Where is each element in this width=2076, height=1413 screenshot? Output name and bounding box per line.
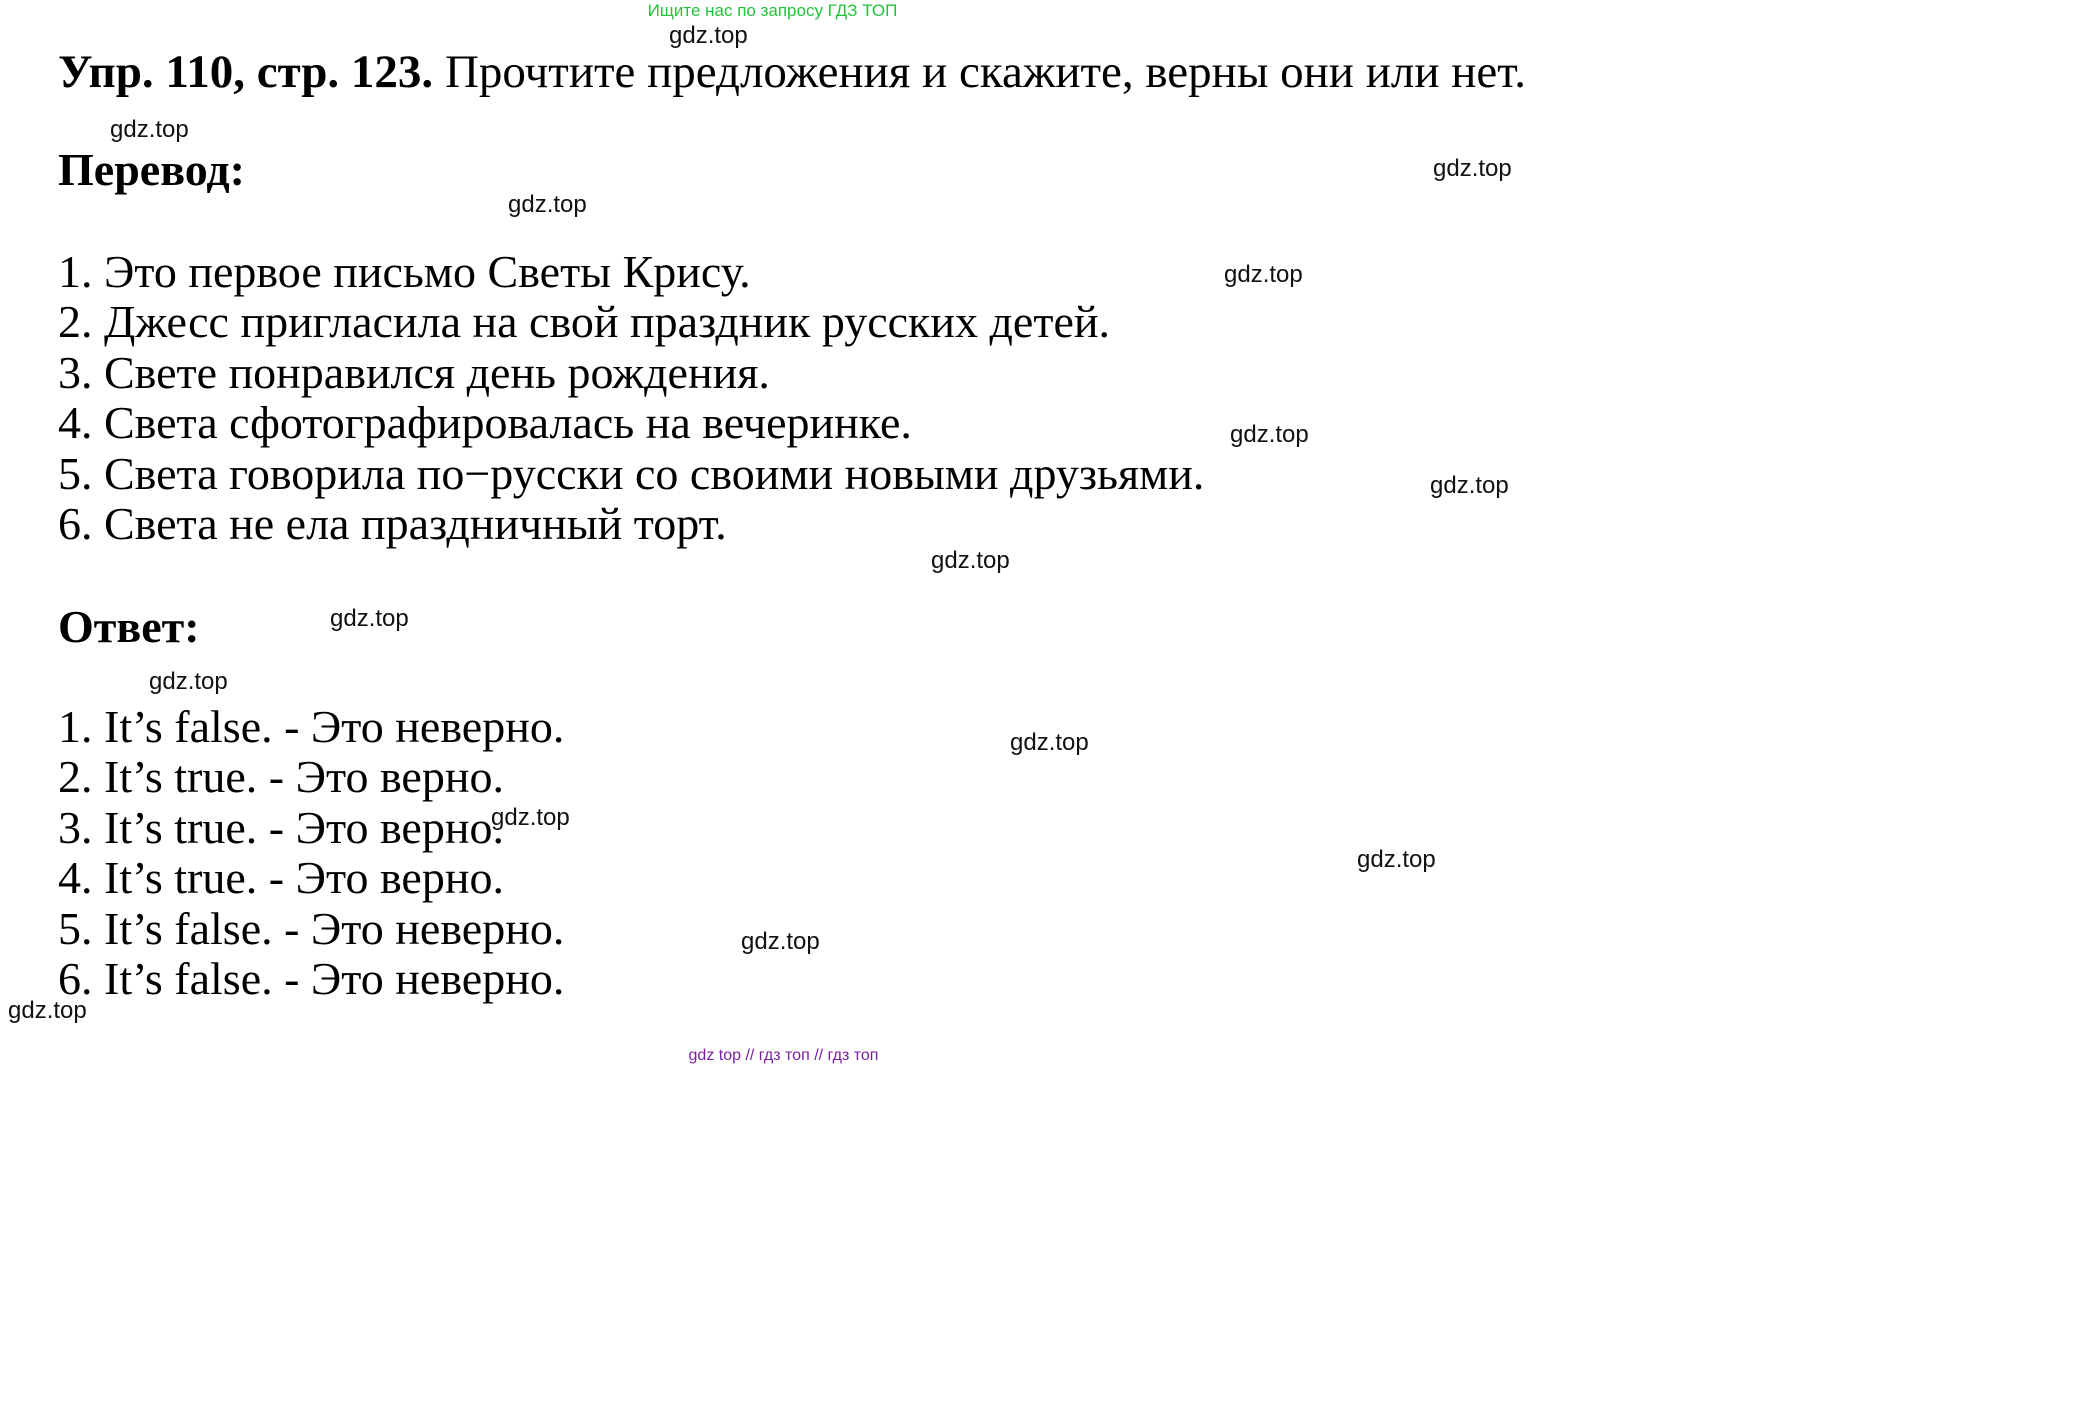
answer-heading: Ответ: (58, 601, 200, 652)
watermark: gdz.top (330, 605, 409, 632)
exercise-title (58, 44, 1526, 100)
answer-item: 5. It’s false. - Это неверно. (58, 902, 565, 954)
watermark: gdz.top (149, 668, 228, 695)
translation-heading: Перевод: (58, 144, 245, 195)
exercise-number: Упр. 110, стр. 123. (58, 46, 434, 98)
watermark: gdz.top (1433, 155, 1512, 182)
translation-item: 5. Света говорила по−русски со своими новыми друзьями. (58, 447, 1205, 499)
translation-list (58, 247, 1204, 549)
translation-item: 6. Света не ела праздничный торт. (58, 498, 727, 550)
watermark: gdz.top (1230, 421, 1309, 448)
bottom-banner: gdz top // гдз топ // гдз топ (688, 1047, 879, 1064)
translation-item: 3. Свете понравился день рождения. (58, 346, 770, 398)
answer-item: 4. It’s true. - Это верно. (58, 852, 504, 904)
watermark: gdz.top (1010, 729, 1089, 756)
watermark: gdz.top (8, 997, 87, 1024)
translation-item: 4. Света сфотографировалась на вечеринке. (58, 397, 912, 449)
answer-item: 3. It’s true. - Это верно. (58, 801, 504, 853)
watermark: gdz.top (1357, 846, 1436, 873)
watermark: gdz.top (669, 22, 748, 49)
exercise-instruction: Прочтите предложения и скажите, верны они или нет. (433, 46, 1526, 98)
watermark: gdz.top (110, 116, 189, 143)
watermark: gdz.top (1224, 261, 1303, 288)
watermark: gdz.top (491, 804, 570, 831)
watermark: gdz.top (931, 547, 1010, 574)
answer-list (58, 702, 564, 1004)
answer-item: 6. It’s false. - Это неверно. (58, 953, 565, 1005)
answer-item: 1. It’s false. - Это неверно. (58, 701, 565, 752)
translation-item: 2. Джесс пригласила на свой праздник русских детей. (58, 296, 1110, 348)
translation-item: 1. Это первое письмо Светы Крису. (58, 246, 751, 297)
watermark: gdz.top (1430, 472, 1509, 499)
watermark: gdz.top (741, 928, 820, 955)
answer-item: 2. It’s true. - Это верно. (58, 751, 504, 803)
top-banner: Ищите нас по запросу ГДЗ ТОП (647, 1, 898, 20)
watermark: gdz.top (508, 191, 587, 218)
